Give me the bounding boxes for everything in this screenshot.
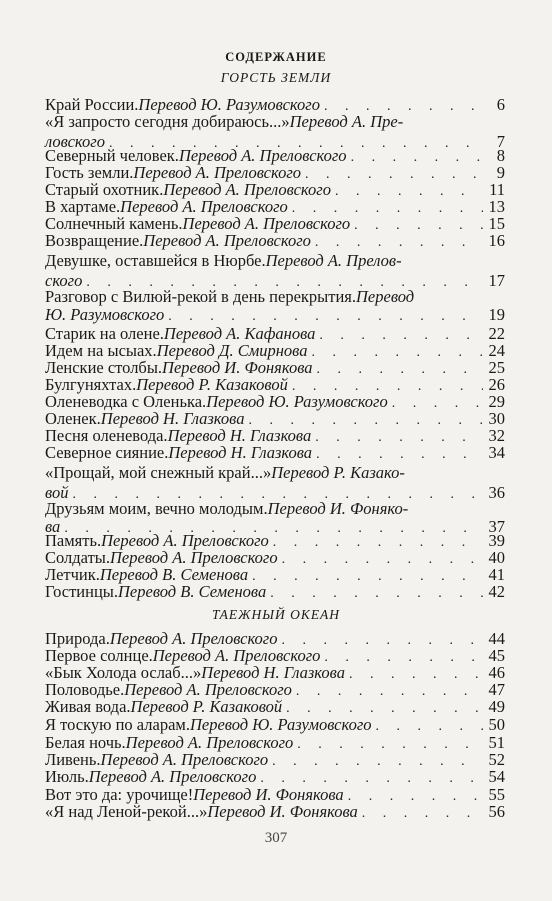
entry-translator: Перевод Н. Глазкова: [167, 426, 312, 445]
entry-title: Гость земли.: [45, 163, 134, 182]
entry-page-number: 6: [496, 95, 505, 114]
entry-title: Вот это да: урочище!: [45, 785, 194, 804]
entry-title: Старик на олене.: [45, 324, 164, 343]
toc-entry[interactable]: [45, 198, 505, 215]
dot-leader: [315, 234, 483, 251]
entry-translator: Перевод: [356, 287, 415, 306]
entry-page-number: 50: [488, 715, 505, 734]
toc-entry[interactable]: [45, 630, 505, 647]
entry-translator: Перевод А. Прелов-: [265, 251, 402, 270]
entry-title: Старый охотник.: [45, 180, 164, 199]
entry-translator-continued: вой: [45, 483, 69, 502]
entry-translator: Перевод А. Преловского: [100, 750, 269, 769]
entry-page-number: 51: [488, 733, 505, 752]
entry-page-number: 30: [488, 409, 505, 428]
toc-entry[interactable]: [45, 786, 505, 803]
entry-title: Летчик.: [45, 565, 100, 584]
entry-title: Природа.: [45, 629, 110, 648]
entry-page-number: 9: [496, 163, 505, 182]
entry-page-number: 54: [488, 767, 505, 786]
entry-translator: Перевод А. Преловского: [109, 629, 278, 648]
entry-translator: Перевод Д. Смирнова: [156, 341, 308, 360]
entry-translator: Перевод Ю. Разумовского: [138, 95, 320, 114]
entry-title: Оленек.: [45, 409, 101, 428]
entry-translator: Перевод Р. Казаковой: [130, 697, 283, 716]
entry-title: Я тоскую по аларам.: [45, 715, 190, 734]
entry-page-number: 24: [488, 341, 505, 360]
entry-translator: Перевод А. Преловского: [120, 197, 288, 216]
entry-page-number: 37: [488, 517, 505, 536]
toc-entry[interactable]: [45, 147, 505, 164]
toc-entry[interactable]: [45, 681, 505, 698]
entry-title: Песня оленевода.: [45, 426, 168, 445]
entry-page-number: 7: [496, 132, 505, 151]
entry-title: «Бык Холода ослаб...»: [45, 663, 202, 682]
entry-title: «Я над Леной-рекой...»: [45, 802, 208, 821]
entry-page-number: 16: [488, 231, 505, 250]
toc-entry[interactable]: [45, 664, 505, 681]
toc-entry[interactable]: [45, 164, 505, 181]
entry-title: Ленские столбы.: [45, 358, 163, 377]
entry-translator: Перевод А. Преловского: [88, 767, 257, 786]
entry-title: Друзьям моим, вечно молодым.: [45, 499, 268, 518]
entry-title: Первое солнце.: [45, 646, 153, 665]
toc-entry[interactable]: [45, 734, 505, 751]
entry-page-number: 13: [488, 197, 505, 216]
entry-title: Живая вода.: [45, 697, 131, 716]
entry-title: Гостинцы.: [45, 582, 118, 601]
entry-page-number: 41: [488, 565, 505, 584]
entry-page-number: 40: [488, 548, 505, 567]
toc-entry[interactable]: [45, 803, 505, 820]
entry-translator: Перевод В. Семенова: [99, 565, 249, 584]
entry-translator: Перевод Н. Глазкова: [100, 409, 245, 428]
entry-translator: Перевод Ю. Разумовского: [189, 715, 372, 734]
entry-title: «Я запросто сегодня добираюсь...»: [45, 112, 290, 131]
entry-page-number: 26: [488, 375, 505, 394]
entry-page-number: 34: [488, 443, 505, 462]
entry-translator: Перевод А. Преловского: [163, 180, 331, 199]
dot-leader: [270, 585, 483, 602]
toc-entry[interactable]: [45, 325, 505, 342]
entry-title: Булгуняхтах.: [45, 375, 137, 394]
entry-page-number: 56: [488, 802, 505, 821]
entry-title: Память.: [45, 531, 102, 550]
toc-entry[interactable]: [45, 113, 505, 150]
entry-page-number: 55: [488, 785, 505, 804]
entry-translator-continued: ловского: [45, 132, 105, 151]
entry-page-number: 25: [488, 358, 505, 377]
entry-title: Северное сияние.: [45, 443, 169, 462]
entry-page-number: 52: [488, 750, 505, 769]
entry-page-number: 45: [488, 646, 505, 665]
toc-entry[interactable]: [45, 359, 505, 376]
entry-page-number: 15: [488, 214, 505, 233]
toc-entry[interactable]: [45, 427, 505, 444]
entry-page-number: 44: [488, 629, 505, 648]
entry-page-number: 17: [488, 271, 505, 290]
entry-page-number: 49: [488, 697, 505, 716]
entry-title: «Прощай, мой снежный край...»: [45, 463, 272, 482]
toc-entry[interactable]: [45, 549, 505, 566]
dot-leader: [168, 308, 483, 325]
entry-title: Июль.: [45, 767, 89, 786]
toc-entry[interactable]: [45, 583, 505, 600]
toc-entry[interactable]: [45, 410, 505, 427]
entry-page-number: 11: [489, 180, 505, 199]
entry-translator: Перевод А. Пре-: [289, 112, 404, 131]
entry-title: Возвращение.: [45, 231, 144, 250]
page-number: 307: [264, 830, 288, 846]
toc-entry[interactable]: [45, 716, 505, 733]
entry-title: Солдаты.: [45, 548, 110, 567]
entry-page-number: 39: [488, 531, 505, 550]
entry-translator: Перевод В. Семенова: [118, 582, 267, 601]
entry-title: Половодье.: [45, 680, 125, 699]
entry-title: Солнечный камень.: [45, 214, 183, 233]
entry-page-number: 8: [496, 146, 505, 165]
entry-translator: Перевод А. Преловского: [143, 231, 311, 250]
toc-entry[interactable]: [45, 376, 505, 393]
toc-entry[interactable]: [45, 215, 505, 232]
entry-translator: Перевод А. Преловского: [110, 548, 278, 567]
section-title: ГОРСТЬ ЗЕМЛИ: [220, 70, 332, 85]
entry-title: Оленеводка с Оленька.: [45, 392, 207, 411]
entry-translator: Перевод А. Преловского: [125, 733, 294, 752]
toc-entry[interactable]: [45, 566, 505, 583]
entry-translator: Перевод А. Преловского: [124, 680, 292, 699]
entry-translator: Перевод Н. Глазкова: [168, 443, 313, 462]
entry-translator: Перевод И. Фонякова: [207, 802, 358, 821]
entry-translator: Перевод А. Преловского: [133, 163, 302, 182]
entry-translator: Перевод А. Кафанова: [163, 324, 316, 343]
toc-entry[interactable]: [45, 464, 505, 501]
entry-page-number: 32: [488, 426, 505, 445]
section-title: ТАЕЖНЫЙ ОКЕАН: [211, 607, 341, 622]
entry-title: Северный человек.: [45, 146, 179, 165]
entry-title: Край России.: [45, 95, 139, 114]
entry-title: Разговор с Вилюй-рекой в день перекрытия.: [45, 287, 357, 306]
entry-translator: Перевод Н. Глазкова: [201, 663, 345, 682]
entry-title: Белая ночь.: [45, 733, 126, 752]
entry-page-number: 42: [488, 582, 505, 601]
entry-translator: Перевод А. Преловского: [101, 531, 269, 550]
toc-entry[interactable]: [45, 393, 505, 410]
entry-translator: Перевод А. Преловского: [182, 214, 351, 233]
entry-page-number: 36: [488, 483, 505, 502]
entry-translator: Перевод И. Фонякова: [162, 358, 313, 377]
entry-title: В хартаме.: [45, 197, 121, 216]
entry-translator: Перевод Ю. Разумовского: [206, 392, 388, 411]
entry-translator: Перевод Р. Казаковой: [136, 375, 288, 394]
entry-translator: Перевод Р. Казако-: [271, 463, 405, 482]
entry-title: Ливень.: [45, 750, 101, 769]
toc-entry[interactable]: [45, 500, 505, 535]
entry-page-number: 47: [488, 680, 505, 699]
toc-entry[interactable]: [45, 232, 505, 249]
entry-translator-continued: Ю. Разумовского: [45, 305, 165, 324]
toc-entry[interactable]: [45, 751, 505, 768]
toc-entry[interactable]: [45, 698, 505, 715]
entry-page-number: 22: [488, 324, 505, 343]
entry-page-number: 46: [488, 663, 505, 682]
toc-entry[interactable]: [45, 288, 505, 323]
entry-title: Девушке, оставшейся в Нюрбе.: [45, 251, 266, 270]
toc-entry[interactable]: [45, 647, 505, 664]
toc-entry[interactable]: [45, 768, 505, 785]
toc-entry[interactable]: [45, 342, 505, 359]
entry-translator-continued: ва: [45, 517, 61, 536]
toc-entry[interactable]: [45, 181, 505, 198]
toc-entry[interactable]: [45, 532, 505, 549]
entry-translator: Перевод А. Преловского: [178, 146, 347, 165]
toc-entry[interactable]: [45, 444, 505, 461]
entry-translator-continued: ского: [45, 271, 83, 290]
entry-translator: Перевод А. Преловского: [152, 646, 321, 665]
entry-page-number: 19: [488, 305, 505, 324]
entry-page-number: 29: [488, 392, 505, 411]
entry-title: Идем на ысыах.: [45, 341, 157, 360]
dot-leader: [362, 805, 483, 822]
dot-leader: [376, 718, 483, 735]
page-heading: СОДЕРЖАНИЕ: [225, 50, 327, 64]
toc-entry[interactable]: [45, 252, 505, 289]
entry-translator: Перевод И. Фоняко-: [267, 499, 409, 518]
toc-entry[interactable]: [45, 96, 505, 113]
dot-leader: [316, 446, 483, 463]
entry-translator: Перевод И. Фонякова: [193, 785, 344, 804]
